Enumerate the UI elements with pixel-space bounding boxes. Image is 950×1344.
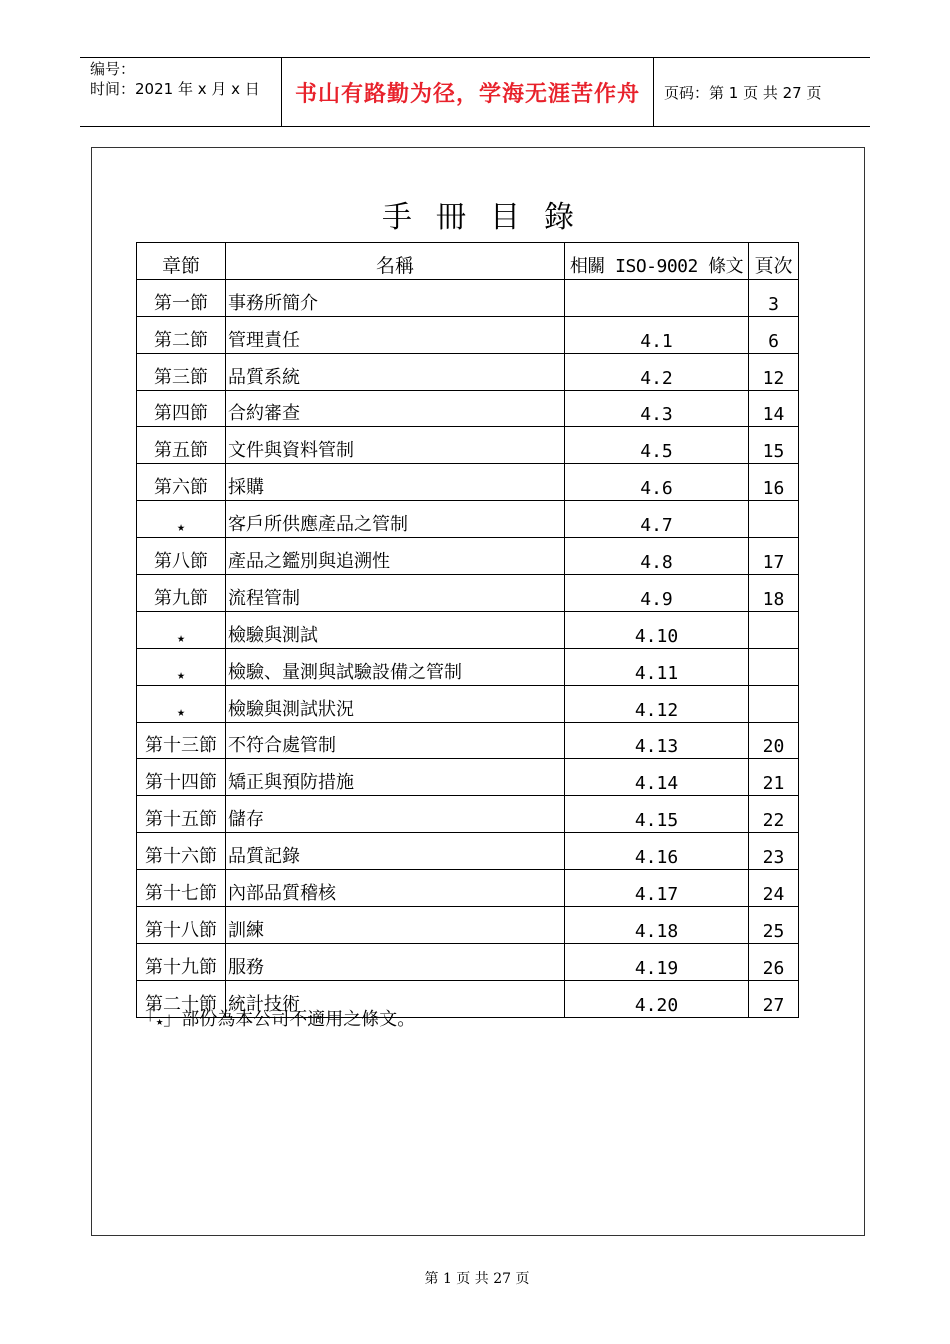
page-cell: 27 — [749, 980, 799, 1017]
page-cell: 16 — [749, 464, 799, 501]
chapter-cell: 第三節 — [137, 353, 226, 390]
chapter-cell: 第六節 — [137, 464, 226, 501]
chapter-cell: 第八節 — [137, 538, 226, 575]
table-row — [137, 316, 799, 353]
name-cell: 訓練 — [226, 907, 565, 944]
table-row — [137, 390, 799, 427]
name-cell: 文件與資料管制 — [226, 427, 565, 464]
chapter-cell — [137, 611, 226, 648]
page-cell: 18 — [749, 575, 799, 612]
toc-table — [136, 242, 799, 1018]
note-open-bracket: 「 — [138, 1009, 156, 1030]
name-cell: 合約審查 — [226, 390, 565, 427]
chapter-cell — [137, 648, 226, 685]
clause-cell: 4.12 — [565, 685, 749, 722]
page-cell: 15 — [749, 427, 799, 464]
star-icon: ★ — [177, 520, 185, 536]
page-cell: 12 — [749, 353, 799, 390]
name-cell: 檢驗、量測與試驗設備之管制 — [226, 648, 565, 685]
header-meta — [80, 58, 282, 126]
clause-cell: 4.7 — [565, 501, 749, 538]
header-clause: 相關 ISO-9002 條文 — [565, 243, 749, 280]
clause-cell: 4.13 — [565, 722, 749, 759]
chapter-cell: 第一節 — [137, 279, 226, 316]
table-row — [137, 575, 799, 612]
clause-cell: 4.5 — [565, 427, 749, 464]
table-row — [137, 685, 799, 722]
name-cell: 服務 — [226, 943, 565, 980]
clause-cell: 4.20 — [565, 980, 749, 1017]
chapter-cell: 第九節 — [137, 575, 226, 612]
table-row — [137, 427, 799, 464]
chapter-cell: 第十五節 — [137, 796, 226, 833]
footnote — [138, 1005, 415, 1031]
chapter-cell: 第十九節 — [137, 943, 226, 980]
clause-cell: 4.6 — [565, 464, 749, 501]
page-cell: 21 — [749, 759, 799, 796]
name-cell: 流程管制 — [226, 575, 565, 612]
page-cell: 26 — [749, 943, 799, 980]
page-cell: 22 — [749, 796, 799, 833]
page-footer — [0, 1268, 950, 1288]
table-row — [137, 796, 799, 833]
page-cell: 24 — [749, 870, 799, 907]
table-row — [137, 611, 799, 648]
table-row — [137, 279, 799, 316]
page-header — [80, 57, 870, 127]
star-icon: ★ — [177, 704, 185, 720]
header-chapter: 章節 — [137, 243, 226, 280]
page-cell: 17 — [749, 538, 799, 575]
page-cell — [749, 685, 799, 722]
table-row — [137, 464, 799, 501]
chapter-cell: 第十八節 — [137, 907, 226, 944]
page-label: 页码：第 1 页 共 27 页 — [664, 83, 822, 102]
table-row — [137, 648, 799, 685]
clause-cell: 4.18 — [565, 907, 749, 944]
clause-cell: 4.15 — [565, 796, 749, 833]
clause-cell: 4.14 — [565, 759, 749, 796]
header-motto-cell — [282, 58, 654, 126]
name-cell: 儲存 — [226, 796, 565, 833]
note-text: 」部份為本公司不適用之條文。 — [163, 1009, 416, 1030]
date-label: 时间：2021 年 x 月 x 日 — [90, 80, 260, 98]
clause-cell: 4.2 — [565, 353, 749, 390]
star-icon: ★ — [156, 1014, 164, 1028]
table-row — [137, 907, 799, 944]
chapter-cell — [137, 685, 226, 722]
chapter-cell: 第十七節 — [137, 870, 226, 907]
header-motto: 书山有路勤为径，学海无涯苦作舟 — [294, 80, 640, 107]
document-title: 手冊目錄 — [382, 200, 598, 235]
table-row — [137, 722, 799, 759]
page-cell — [749, 648, 799, 685]
clause-cell: 4.10 — [565, 611, 749, 648]
table-row — [137, 870, 799, 907]
clause-cell: 4.19 — [565, 943, 749, 980]
name-cell: 管理責任 — [226, 316, 565, 353]
name-cell: 客戶所供應產品之管制 — [226, 501, 565, 538]
chapter-cell: 第四節 — [137, 390, 226, 427]
clause-cell: 4.16 — [565, 833, 749, 870]
star-icon: ★ — [177, 630, 185, 646]
clause-cell: 4.3 — [565, 390, 749, 427]
name-cell: 檢驗與測試狀況 — [226, 685, 565, 722]
number-label: 编号： — [90, 60, 136, 78]
clause-cell: 4.9 — [565, 575, 749, 612]
page-cell: 6 — [749, 316, 799, 353]
page-cell: 20 — [749, 722, 799, 759]
page-cell: 25 — [749, 907, 799, 944]
name-cell: 採購 — [226, 464, 565, 501]
name-cell: 內部品質稽核 — [226, 870, 565, 907]
toc-header-row — [137, 243, 799, 280]
chapter-cell: 第十三節 — [137, 722, 226, 759]
header-page: 頁次 — [749, 243, 799, 280]
page-cell: 3 — [749, 279, 799, 316]
name-cell: 不符合處管制 — [226, 722, 565, 759]
page-cell — [749, 611, 799, 648]
table-row — [137, 833, 799, 870]
page-cell: 14 — [749, 390, 799, 427]
chapter-cell: 第二節 — [137, 316, 226, 353]
name-cell: 產品之鑑別與追溯性 — [226, 538, 565, 575]
chapter-cell: 第二十節 — [137, 980, 226, 1017]
name-cell: 事務所簡介 — [226, 279, 565, 316]
header-page-info — [654, 58, 870, 126]
table-row — [137, 759, 799, 796]
table-row — [137, 353, 799, 390]
chapter-cell: 第十六節 — [137, 833, 226, 870]
clause-cell: 4.8 — [565, 538, 749, 575]
name-cell: 檢驗與測試 — [226, 611, 565, 648]
table-row — [137, 501, 799, 538]
name-cell: 品質系統 — [226, 353, 565, 390]
chapter-cell: 第十四節 — [137, 759, 226, 796]
page-cell — [749, 501, 799, 538]
star-icon: ★ — [177, 667, 185, 683]
name-cell: 統計技術 — [226, 980, 565, 1017]
header-name: 名稱 — [226, 243, 565, 280]
table-row — [137, 943, 799, 980]
footer-page-number: 第 1 页 共 27 页 — [424, 1271, 530, 1287]
name-cell: 品質記錄 — [226, 833, 565, 870]
clause-cell — [565, 279, 749, 316]
page-cell: 23 — [749, 833, 799, 870]
chapter-cell: 第五節 — [137, 427, 226, 464]
table-row — [137, 538, 799, 575]
clause-cell: 4.1 — [565, 316, 749, 353]
chapter-cell — [137, 501, 226, 538]
clause-cell: 4.11 — [565, 648, 749, 685]
clause-cell: 4.17 — [565, 870, 749, 907]
name-cell: 矯正與預防措施 — [226, 759, 565, 796]
